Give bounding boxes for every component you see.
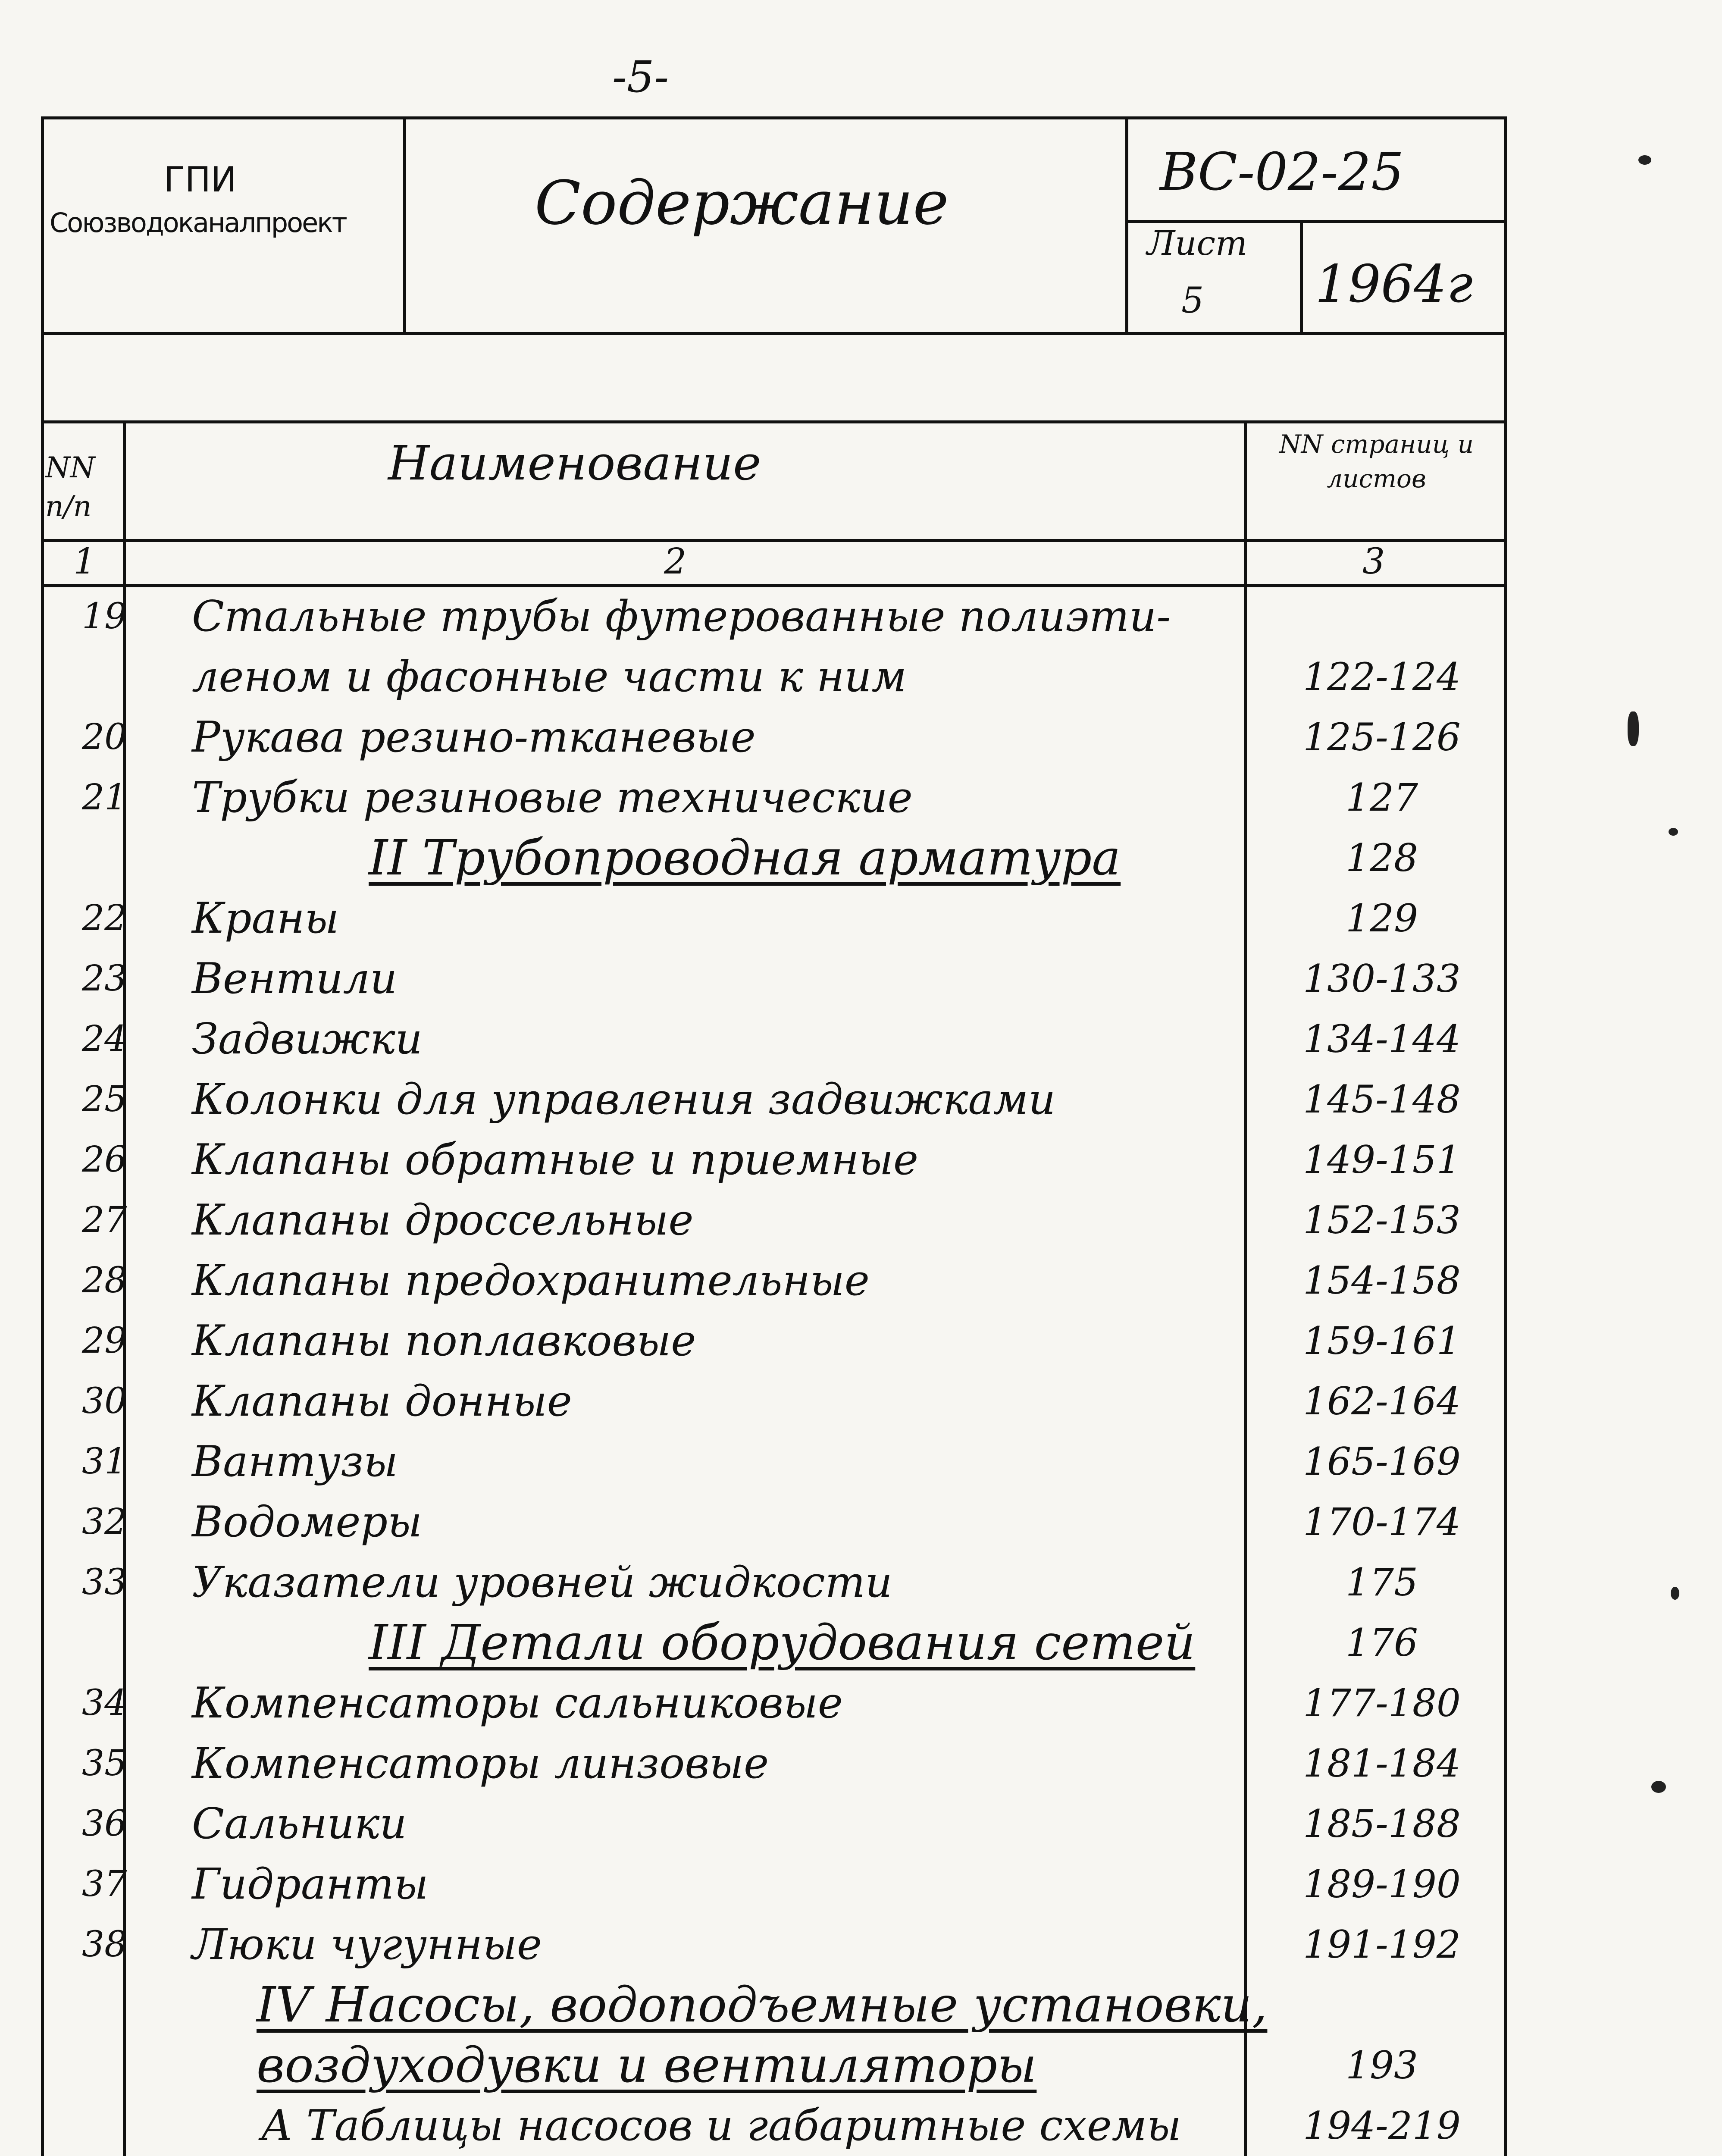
table-row <box>41 647 1507 707</box>
table-row <box>41 1190 1507 1250</box>
item-name: Указатели уровней жидкости <box>192 1558 892 1607</box>
page-range: 175 <box>1346 1560 1418 1604</box>
item-name: А Таблицы насосов и габаритные схемы <box>261 2101 1181 2150</box>
page-range: 176 <box>1346 1620 1418 1665</box>
row-number: 35 <box>82 1743 127 1784</box>
page-range: 159-161 <box>1303 1319 1461 1363</box>
page-range: 125-126 <box>1303 715 1461 759</box>
num-column-index: 1 <box>73 541 96 582</box>
page-range: 162-164 <box>1303 1379 1461 1423</box>
scan-speck <box>1671 1587 1679 1600</box>
page-range: 128 <box>1346 836 1418 880</box>
item-name: Клапаны обратные и приемные <box>192 1135 918 1185</box>
page-range: 170-174 <box>1303 1500 1461 1544</box>
item-name: Компенсаторы сальниковые <box>192 1679 843 1728</box>
page-range: 130-133 <box>1303 956 1461 1001</box>
row-number: 20 <box>82 717 127 758</box>
header-divider <box>41 539 1507 542</box>
table-row <box>41 1733 1507 1794</box>
row-number: 19 <box>82 596 127 637</box>
code-divider <box>1125 220 1507 223</box>
row-number: 28 <box>82 1260 127 1301</box>
table-row <box>41 1492 1507 1552</box>
page-range: 177-180 <box>1303 1681 1461 1725</box>
table-row <box>41 1130 1507 1190</box>
item-name: Трубки резиновые технические <box>192 773 913 822</box>
page-range: 152-153 <box>1303 1198 1461 1242</box>
item-name: Компенсаторы линзовые <box>192 1739 769 1788</box>
table-row <box>41 1250 1507 1311</box>
section-heading-row <box>41 2035 1507 2096</box>
row-number: 25 <box>82 1079 127 1120</box>
row-number: 34 <box>82 1683 127 1724</box>
section-title: воздуходувки и вентиляторы <box>257 2037 1037 2093</box>
section-title: III Детали оборудования сетей <box>369 1615 1196 1671</box>
scan-speck <box>1628 711 1639 746</box>
row-number: 33 <box>82 1562 127 1603</box>
row-number: 30 <box>82 1381 127 1422</box>
pages-column-index: 3 <box>1362 541 1385 582</box>
page-range: 165-169 <box>1303 1439 1461 1484</box>
table-row <box>41 2096 1507 2156</box>
blank-band-divider <box>41 420 1507 423</box>
table-row <box>41 1009 1507 1069</box>
page-range: 129 <box>1346 896 1418 940</box>
table-row <box>41 1069 1507 1130</box>
section-heading-row <box>41 828 1507 888</box>
item-name: Стальные трубы футерованные полиэти- <box>192 592 1171 641</box>
table-row <box>41 707 1507 768</box>
scan-speck <box>1669 828 1678 836</box>
item-name: Водомеры <box>192 1498 422 1547</box>
item-name: Клапаны донные <box>192 1377 572 1426</box>
item-name: Сальники <box>192 1799 407 1849</box>
page-range: 185-188 <box>1303 1802 1461 1846</box>
pages-column-header: NN страниц и листов <box>1279 429 1474 493</box>
row-number: 38 <box>82 1924 127 1965</box>
contents-rows <box>41 586 1507 2156</box>
table-row <box>41 949 1507 1009</box>
page-range: 194-219 <box>1303 2103 1461 2148</box>
page-range: 193 <box>1346 2043 1418 2087</box>
table-row <box>41 1552 1507 1613</box>
page-range: 127 <box>1346 775 1418 820</box>
item-name: Краны <box>192 894 339 943</box>
table-row <box>41 1854 1507 1915</box>
table-row <box>41 1794 1507 1854</box>
document-title: Содержание <box>535 168 949 238</box>
sheet-divider <box>1300 220 1303 332</box>
row-number: 37 <box>82 1864 127 1905</box>
document-code: ВС-02-25 <box>1160 142 1404 202</box>
page-range: 134-144 <box>1303 1017 1461 1061</box>
table-row <box>41 888 1507 949</box>
row-number: 26 <box>82 1139 127 1180</box>
item-name: Колонки для управления задвижками <box>192 1075 1056 1124</box>
page-range: 191-192 <box>1303 1922 1461 1967</box>
page-range: 145-148 <box>1303 1077 1461 1122</box>
item-name: Гидранты <box>192 1860 429 1909</box>
document-year: 1964г <box>1315 254 1473 314</box>
item-name: Задвижки <box>192 1015 423 1064</box>
section-title: II Трубопроводная арматура <box>369 830 1121 886</box>
org-name: Союзводоканалпроект <box>50 207 346 238</box>
item-name: Люки чугунные <box>192 1920 542 1969</box>
row-number: 29 <box>82 1320 127 1361</box>
item-name: леном и фасонные части к ним <box>192 652 907 702</box>
page-range: 181-184 <box>1303 1741 1461 1786</box>
item-name: Клапаны поплавковые <box>192 1316 696 1366</box>
section-title: IV Насосы, водоподъемные установки, <box>257 1977 1268 2033</box>
table-row <box>41 1673 1507 1733</box>
num-column-header: NN п/п <box>45 451 95 523</box>
row-number: 27 <box>82 1200 127 1241</box>
item-name: Клапаны дроссельные <box>192 1196 694 1245</box>
page-marker: -5- <box>612 52 669 102</box>
title-block-divider <box>41 332 1507 335</box>
page-range: 122-124 <box>1303 655 1461 699</box>
sheet-label: Лист <box>1147 224 1247 263</box>
scan-speck <box>1651 1781 1666 1793</box>
name-column-header: Наименование <box>388 436 761 491</box>
row-number: 24 <box>82 1018 127 1059</box>
table-row <box>41 586 1507 647</box>
name-column-index: 2 <box>664 541 687 582</box>
row-number: 32 <box>82 1501 127 1542</box>
item-name: Вентили <box>192 954 398 1003</box>
org-name-short: ГПИ <box>164 160 237 200</box>
table-row <box>41 768 1507 828</box>
item-name: Вантузы <box>192 1437 398 1486</box>
sheet-number: 5 <box>1181 280 1204 321</box>
row-number: 22 <box>82 898 127 939</box>
table-row <box>41 1371 1507 1432</box>
row-number: 31 <box>82 1441 127 1482</box>
table-row <box>41 1432 1507 1492</box>
table-row <box>41 1915 1507 1975</box>
row-number: 36 <box>82 1803 127 1844</box>
scan-speck <box>1638 155 1651 165</box>
table-row <box>41 1311 1507 1371</box>
page-range: 154-158 <box>1303 1258 1461 1303</box>
org-divider <box>403 116 406 332</box>
row-number: 23 <box>82 958 127 999</box>
item-name: Клапаны предохранительные <box>192 1256 870 1305</box>
page-range: 189-190 <box>1303 1862 1461 1906</box>
row-number: 21 <box>82 777 127 818</box>
title-divider <box>1125 116 1128 332</box>
item-name: Рукава резино-тканевые <box>192 713 756 762</box>
page-range: 149-151 <box>1303 1138 1461 1182</box>
section-heading-row <box>41 1975 1507 2035</box>
section-heading-row <box>41 1613 1507 1673</box>
